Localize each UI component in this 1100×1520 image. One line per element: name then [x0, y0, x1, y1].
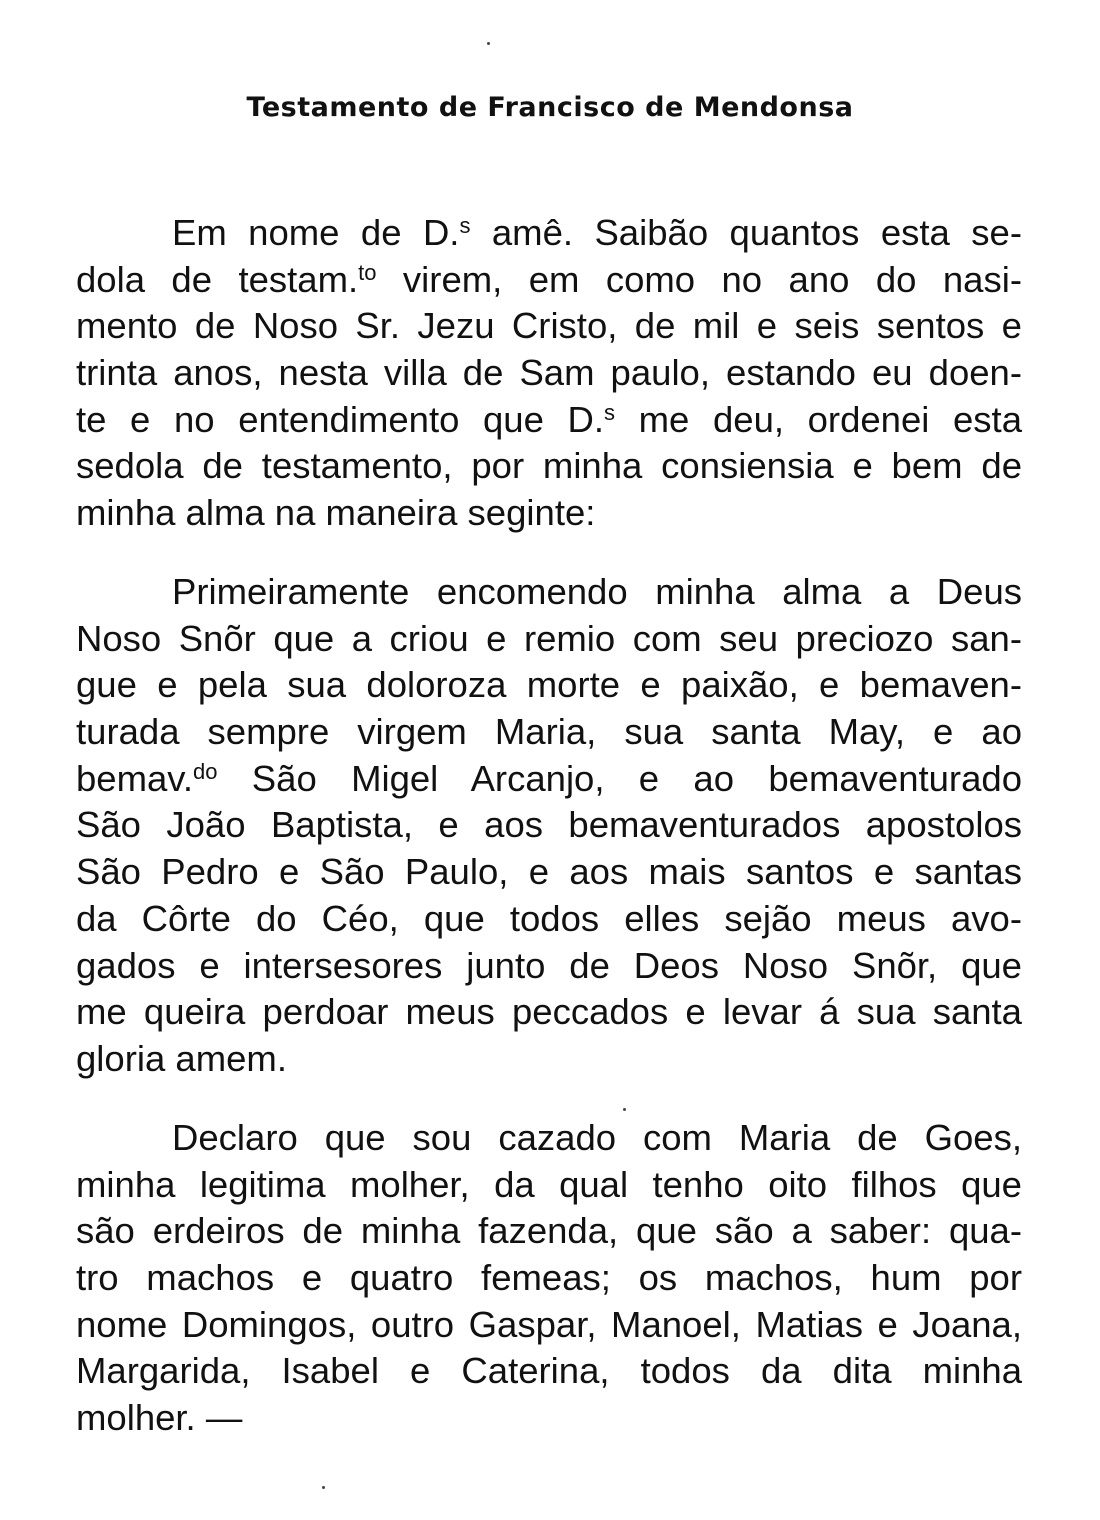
superscript-abbrev: s — [604, 399, 616, 425]
text-line: trinta anos, nesta villa de Sam paulo, estando eu doen- — [76, 352, 1022, 394]
superscript-abbrev: s — [459, 213, 471, 238]
document-title: Testamento de Francisco de Mendonsa — [246, 92, 854, 123]
text-line: São João Baptista, e aos bemaventurados apostolos — [76, 804, 1022, 846]
text-line: minha alma na maneira seginte: — [76, 492, 596, 534]
text-line: Noso Snõr que a criou e remio com seu preciozo san- — [76, 617, 1022, 659]
scan-speck — [487, 42, 490, 45]
paragraph-opening — [76, 210, 1022, 537]
text-line: Margarida, Isabel e Caterina, todos da dita minha — [76, 1350, 1022, 1392]
superscript-abbrev: to — [358, 259, 377, 285]
text-line: dola de testam.$^{to}$ virem, em como no ano do nasi- — [76, 258, 1022, 300]
scan-speck — [322, 1486, 325, 1489]
paragraph-invocation — [76, 569, 1022, 1083]
text-line: Declaro que sou cazado com Maria de Goes, — [172, 1117, 1022, 1158]
text-line: mento de Noso Sr. Jezu Cristo, de mil e seis sentos e — [76, 305, 1022, 347]
text-line: bemav.$^{do}$ São Migel Arcanjo, e ao bemaventurado — [76, 757, 1022, 799]
text-line: te e no entendimento que D.$^s$ me deu, ordenei esta — [76, 398, 1023, 440]
text-line: gue e pela sua doloroza morte e paixão, e bemaven- — [76, 664, 1022, 706]
paragraph-declaration — [76, 1115, 1022, 1442]
scan-speck — [623, 1108, 626, 1111]
text-line: Em nome de D.$^s$ amê. Saibão quantos esta se- — [172, 212, 1022, 253]
text-line: sedola de testamento, por minha consiensia e bem de — [76, 445, 1022, 487]
superscript-abbrev: do — [193, 758, 218, 784]
text-line: molher. — — [76, 1397, 243, 1439]
text-line: são erdeiros de minha fazenda, que são a saber: qua- — [76, 1210, 1022, 1252]
text-line: gloria amem. — [76, 1037, 287, 1079]
text-line: Primeiramente encomendo minha alma a Deus — [172, 571, 1022, 612]
text-line: tro machos e quatro femeas; os machos, hum por — [76, 1257, 1022, 1299]
text-line: me queira perdoar meus peccados e levar á sua santa — [76, 991, 1022, 1033]
text-line: nome Domingos, outro Gaspar, Manoel, Matias e Joana, — [76, 1303, 1022, 1345]
text-line: da Côrte do Céo, que todos elles sejão meus avo- — [76, 897, 1022, 939]
text-line: minha legitima molher, da qual tenho oito filhos que — [76, 1163, 1022, 1205]
text-line: turada sempre virgem Maria, sua santa May, e ao — [76, 711, 1022, 753]
text-line: gados e intersesores junto de Deos Noso Snõr, que — [76, 944, 1022, 986]
text-line: São Pedro e São Paulo, e aos mais santos e santas — [76, 851, 1022, 893]
